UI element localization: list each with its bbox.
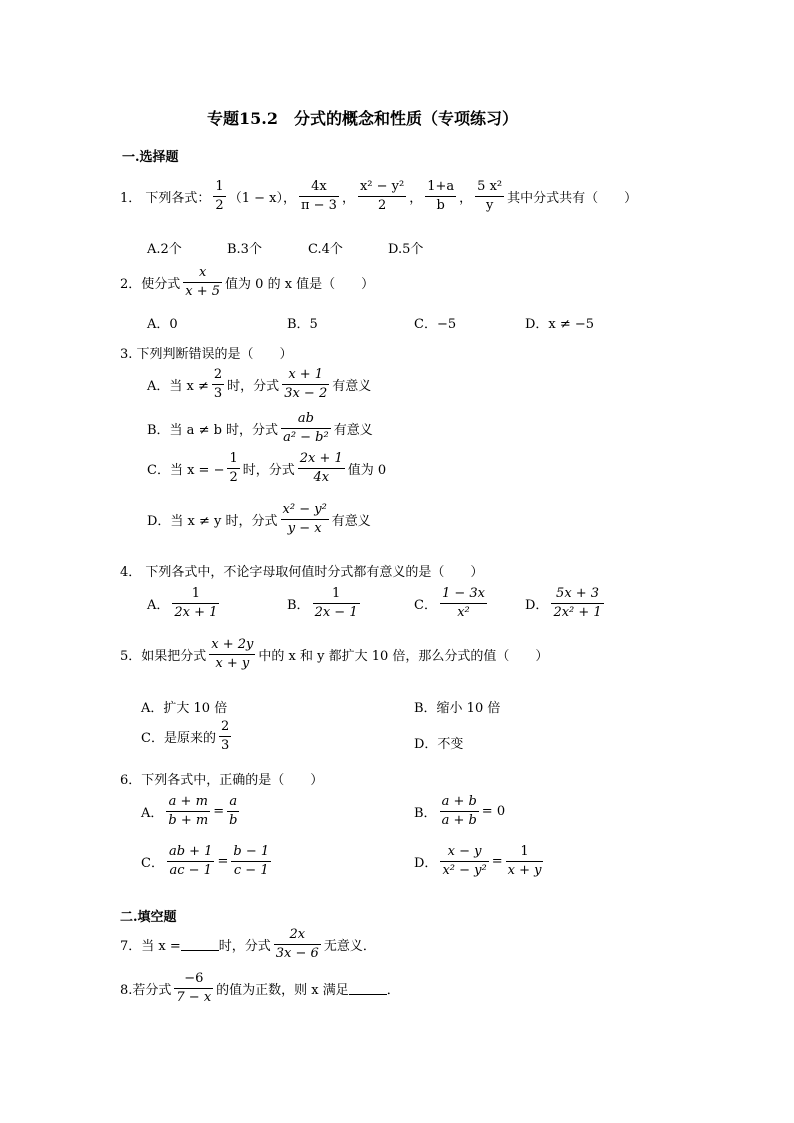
q1-sep: ， bbox=[341, 191, 355, 207]
question-2 bbox=[120, 266, 374, 300]
q2-option-d: D．x ≠ −5 bbox=[525, 317, 595, 332]
q1-frac-1-tail: （1 − x）， bbox=[228, 191, 296, 207]
q5-option-a: A．扩大 10 倍 bbox=[141, 701, 228, 716]
q2-option-b: B．5 bbox=[287, 317, 318, 332]
q1-option-b: B.3个 bbox=[227, 242, 262, 257]
question-1 bbox=[120, 180, 637, 214]
q2-frac: $\frac{x}{x + 5}$ bbox=[185, 265, 221, 300]
q1-option-a: A.2个 bbox=[147, 242, 182, 257]
q3-option-b: B．当 a ≠ b 时，分式 $\frac{ab}{\text{a² − b²}}$ 有意义 bbox=[147, 411, 373, 446]
q2-suffix: 值为 0 的 x 值是（ ） bbox=[225, 277, 375, 293]
q4-option-d: D． $\frac{5x + 3}{\text{2x² + 1}}$ bbox=[525, 586, 602, 621]
q2-prefix: 2．使分式 bbox=[120, 277, 181, 293]
q6-option-b: B． $\frac{a + b}{a + b}$ = 0 bbox=[414, 794, 506, 829]
q2-option-a: A．0 bbox=[147, 317, 178, 332]
q4-option-c: C． $\frac{1 - 3x}{\text{x²}}$ bbox=[414, 586, 485, 621]
q3-option-c: C．当 x = − $\frac{1}{2}$ 时，分式 $\frac{2x + 1}{4x}$ 值为 0 bbox=[147, 451, 387, 486]
section-choice-heading: 一.选择题 bbox=[122, 150, 179, 165]
q3-option-d: D．当 x ≠ y 时，分式 $\frac{\text{x² − y²}}{y - x}$ 有意义 bbox=[147, 502, 371, 537]
q1-frac-5: $\frac{\text{5 x²}}{y}$ bbox=[477, 179, 503, 214]
q3-stem: 3. 下列判断错误的是（ ） bbox=[120, 347, 293, 362]
q1-frac-1: $\frac{1}{2}$ bbox=[215, 179, 224, 214]
question-8: 8.若分式 $\frac{-6}{7 - x}$ 的值为正数，则 x 满足 ． bbox=[120, 971, 400, 1006]
page-title: 专题15.2 分式的概念和性质（专项练习） bbox=[207, 109, 518, 128]
q6-option-d: D． $\frac{x - y}{\text{x² − y²}}$ = $\frac{1}{x + y}$ bbox=[414, 844, 542, 879]
q5-option-c: C．是原来的 $\frac{2}{3}$ bbox=[141, 719, 230, 754]
q8-answer-blank[interactable] bbox=[349, 982, 387, 995]
q6-option-a: A． $\frac{a + m}{b + m}$ = $\frac{a}{b}$ bbox=[141, 794, 238, 829]
q1-option-c: C.4个 bbox=[308, 242, 343, 257]
q3-option-a: A．当 x ≠ $\frac{2}{3}$ 时，分式 $\frac{x + 1}{3x - 2}$ 有意义 bbox=[147, 367, 372, 402]
q4-stem: 4． 下列各式中，不论字母取何值时分式都有意义的是（ ） bbox=[120, 565, 484, 580]
q4-option-b: B． $\frac{1}{2x - 1}$ bbox=[287, 586, 358, 621]
q1-suffix: 其中分式共有（ ） bbox=[507, 191, 638, 207]
q1-sep: ， bbox=[459, 191, 473, 207]
q1-prefix: 1． 下列各式： bbox=[120, 191, 211, 207]
q1-option-d: D.5个 bbox=[388, 242, 424, 257]
q6-option-c: C． $\frac{ab + 1}{ac - 1}$ = $\frac{b - 1}{c - 1}$ bbox=[141, 844, 270, 879]
q6-stem: 6．下列各式中，正确的是（ ） bbox=[120, 773, 324, 788]
q1-frac-4: $\frac{1+a}{b}$ bbox=[427, 179, 455, 214]
q7-answer-blank[interactable] bbox=[181, 938, 219, 951]
q1-frac-3: $\frac{\text{x² − y²}}{2}$ bbox=[359, 179, 405, 214]
q5-option-d: D．不变 bbox=[414, 737, 464, 752]
question-5: 5．如果把分式 $\frac{x + 2y}{x + y}$ 中的 x 和 y 都扩大 10 倍，那么分式的值（ ） bbox=[120, 637, 549, 672]
section-fill-heading: 二.填空题 bbox=[120, 910, 177, 925]
q1-frac-2: $\frac{4x}{\pi - 3}$ bbox=[300, 179, 337, 214]
q5-option-b: B．缩小 10 倍 bbox=[414, 701, 501, 716]
q2-option-c: C．−5 bbox=[414, 317, 457, 332]
q1-sep: ， bbox=[409, 191, 423, 207]
question-7: 7．当 x = 时，分式 $\frac{2x}{3x - 6}$ 无意义． bbox=[120, 927, 376, 962]
q4-option-a: A． $\frac{1}{2x + 1}$ bbox=[147, 586, 218, 621]
